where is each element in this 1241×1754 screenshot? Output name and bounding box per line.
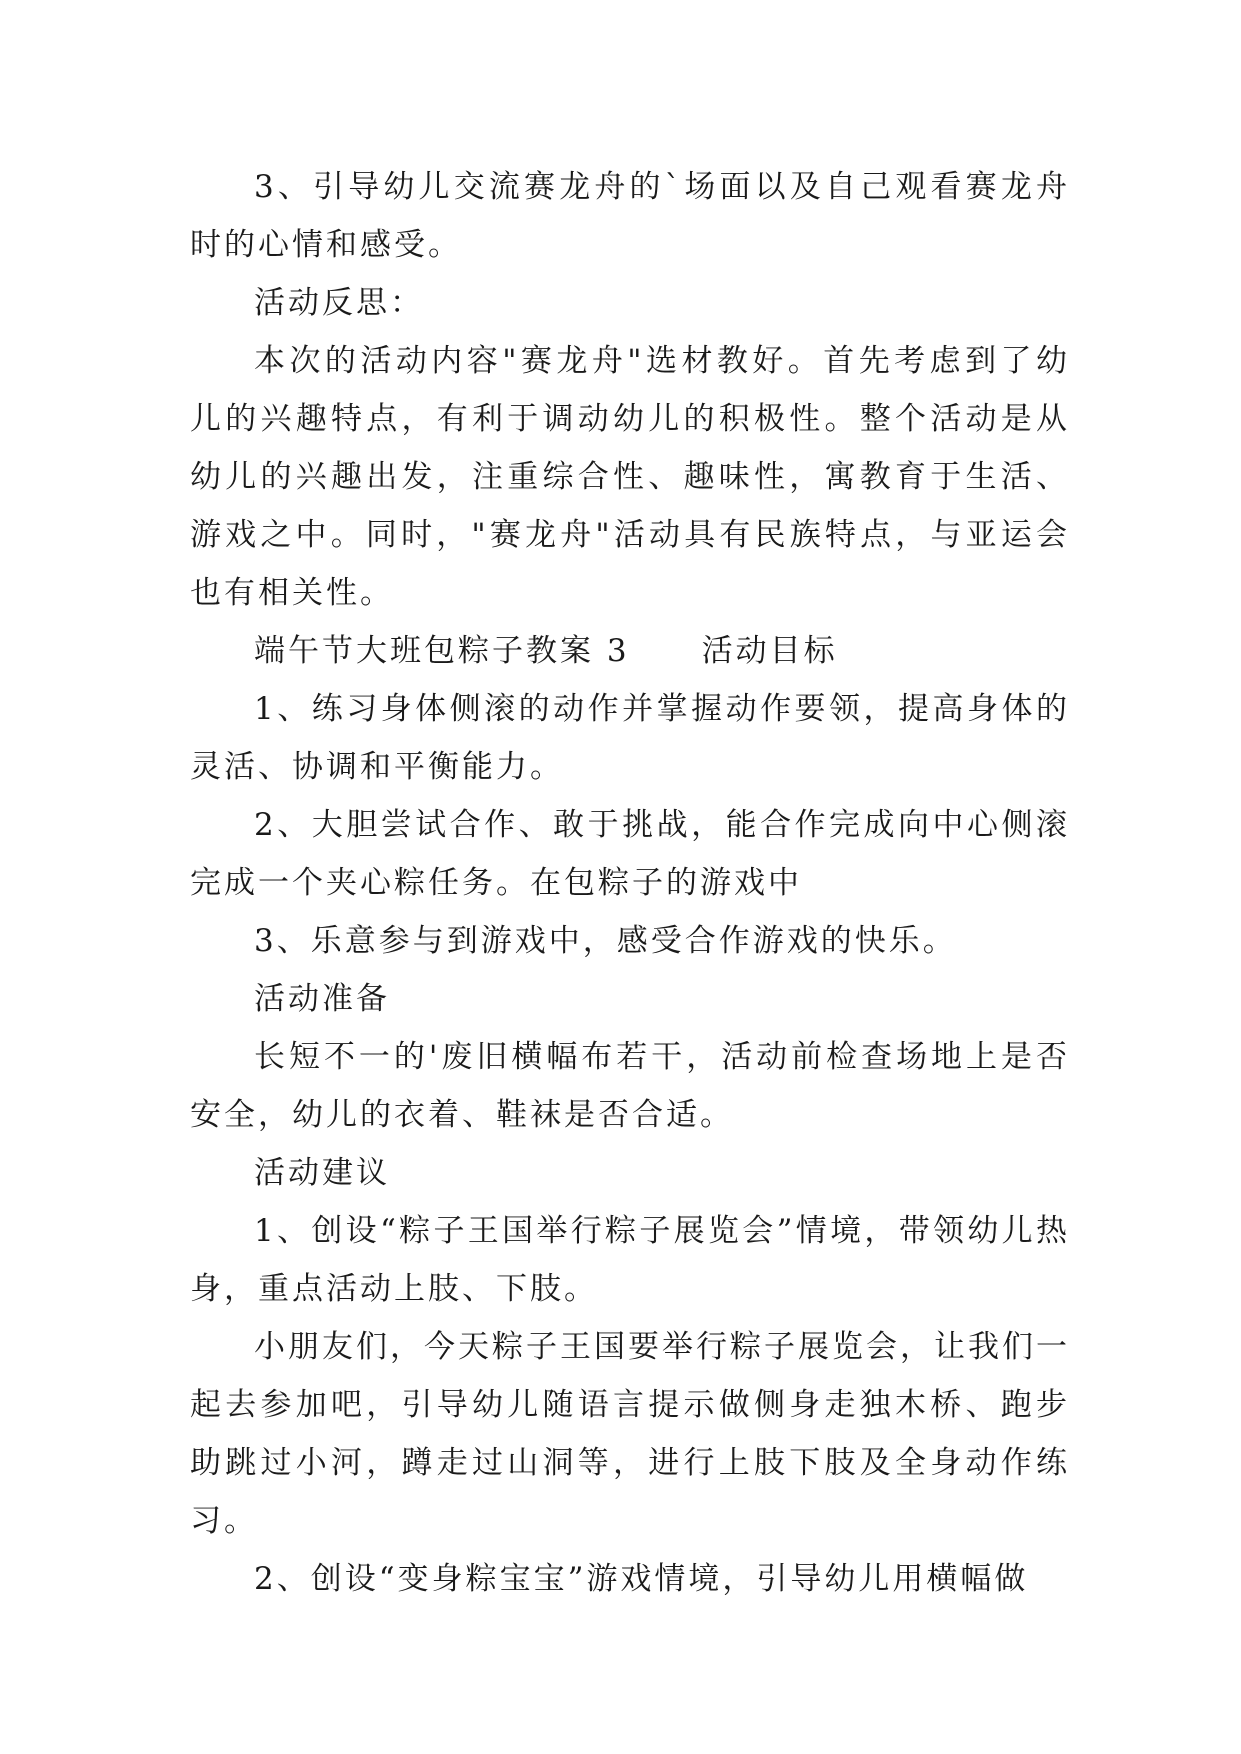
heading-activity-suggestions: 活动建议 (254, 1155, 390, 1191)
paragraph-suggestion-1-detail: 小朋友们，今天粽子王国要举行粽子展览会，让我们一起去参加吧，引导幼儿随语言提示做侧身走独木桥、跑步助跳过小河，蹲走过山洞等，进行上肢下肢及全身动作练习。 (190, 1329, 1070, 1539)
paragraph-preparation-text: 长短不一的'废旧横幅布若干，活动前检查场地上是否安全，幼儿的衣着、鞋袜是否合适。 (190, 1039, 1070, 1133)
document-body (190, 158, 1070, 1608)
paragraph-goal-1: 1、练习身体侧滚的动作并掌握动作要领，提高身体的灵活、协调和平衡能力。 (190, 691, 1070, 785)
paragraph-reflection-text: 本次的活动内容"赛龙舟"选材教好。首先考虑到了幼儿的兴趣特点，有利于调动幼儿的积极性。整个活动是从幼儿的兴趣出发，注重综合性、趣味性，寓教育于生活、游戏之中。同时，"赛龙舟"活动具有民族特点，与亚运会也有相关性。 (190, 343, 1070, 611)
paragraph-goal-2: 2、大胆尝试合作、敢于挑战，能合作完成向中心侧滚完成一个夹心粽任务。在包粽子的游戏中 (190, 807, 1070, 901)
heading-activity-preparation: 活动准备 (254, 981, 390, 1017)
paragraph-suggestion-1: 1、创设“粽子王国举行粽子展览会”情境，带领幼儿热身，重点活动上肢、下肢。 (190, 1213, 1070, 1307)
heading-activity-reflection: 活动反思： (254, 285, 424, 321)
paragraph-step-3-exchange: 3、引导幼儿交流赛龙舟的`场面以及自己观看赛龙舟时的心情和感受。 (190, 169, 1070, 263)
paragraph-goal-3: 3、乐意参与到游戏中，感受合作游戏的快乐。 (254, 923, 957, 959)
section-title: 端午节大班包粽子教案 3 (254, 633, 630, 669)
section-subtitle: 活动目标 (701, 633, 838, 669)
section-heading (190, 622, 1070, 680)
paragraph-suggestion-2: 2、创设“变身粽宝宝”游戏情境，引导幼儿用横幅做 (254, 1561, 1029, 1597)
